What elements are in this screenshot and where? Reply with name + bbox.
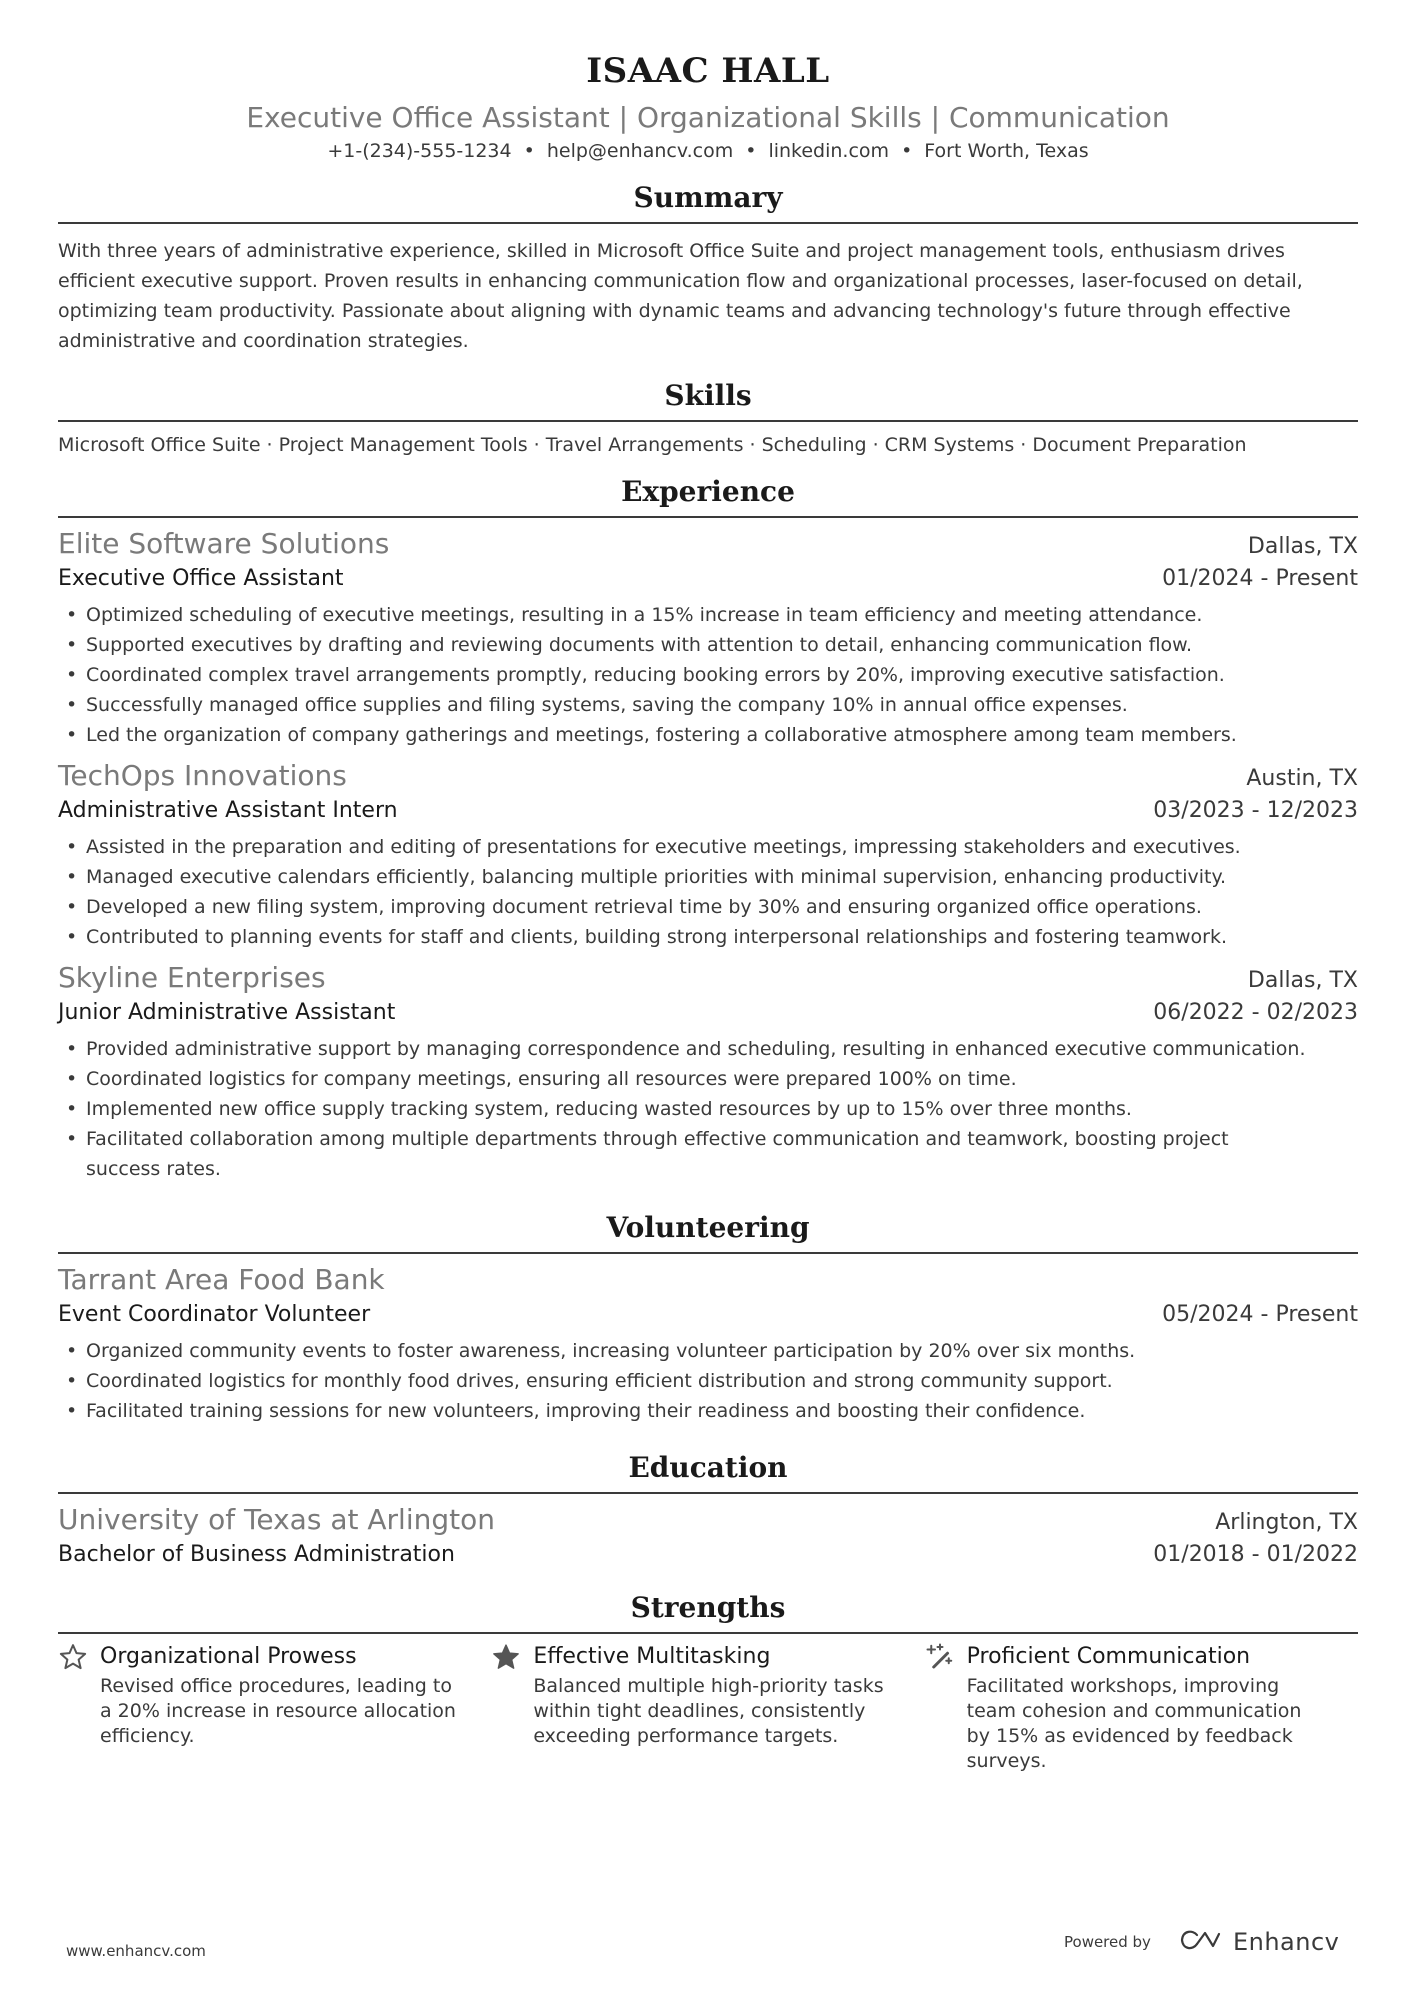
school-location: Arlington, TX [1215, 1510, 1358, 1535]
powered-by-label: Powered by [1064, 1933, 1151, 1951]
section-divider [58, 1632, 1358, 1634]
job-dates: 06/2022 - 02/2023 [1153, 1000, 1358, 1025]
strength-title: Organizational Prowess [100, 1644, 357, 1669]
summary-text: With three years of administrative experience, skilled in Microsoft Office Suite and project management tools, enthusiasm drives efficient executive support. Proven results in enhancing communication flow and organizational processes, laser-focused on detail, optimizing team productivity. Passionate about aligning with dynamic teams and advancing technology's future through effective administrative and coordination strategies. [58, 240, 1303, 352]
strength-item [58, 1640, 491, 1774]
experience-entry [58, 960, 1358, 1184]
volunteer-entry [58, 1262, 1358, 1426]
brand-name: Enhancv [1232, 1928, 1340, 1956]
section-title-strengths: Strengths [630, 1591, 786, 1624]
achievement-item: • Successfully managed office supplies and filing systems, saving the company 10% in annual office expenses. [86, 690, 1358, 720]
strength-item [925, 1640, 1358, 1774]
section-title-education: Education [628, 1451, 788, 1484]
candidate-headline: Executive Office Assistant | Organizational Skills | Communication [246, 101, 1170, 134]
summary-section [58, 180, 1358, 356]
job-location: Austin, TX [1246, 766, 1358, 791]
achievement-item: • Optimized scheduling of executive meetings, resulting in a 15% increase in team efficiency and meeting attendance. [86, 600, 1358, 630]
experience-entry [58, 526, 1358, 750]
resume-page [58, 50, 1358, 1774]
strength-item [491, 1640, 924, 1774]
skill-separator: · [266, 434, 273, 456]
job-title: Executive Office Assistant [58, 566, 344, 591]
experience-section [58, 474, 1358, 1184]
skill-item: CRM Systems [884, 434, 1015, 456]
skill-separator: · [1020, 434, 1027, 456]
achievement-list [58, 1034, 1358, 1184]
job-dates: 03/2023 - 12/2023 [1153, 798, 1358, 823]
achievement-item: • Led the organization of company gatherings and meetings, fostering a collaborative atmosphere among team members. [86, 720, 1358, 750]
achievement-item: • Managed executive calendars efficiently, balancing multiple priorities with minimal supervision, enhancing productivity. [86, 862, 1358, 892]
section-title-summary: Summary [633, 181, 783, 214]
skill-item: Project Management Tools [278, 434, 528, 456]
strengths-list [58, 1640, 1358, 1774]
achievement-item: • Organized community events to foster awareness, increasing volunteer participation by 20% over six months. [86, 1336, 1358, 1366]
section-divider [58, 516, 1358, 518]
separator-dot: • [745, 140, 757, 162]
achievement-list [58, 832, 1358, 952]
skill-item: Scheduling [761, 434, 867, 456]
section-title-volunteering: Volunteering [606, 1211, 810, 1244]
education-dates: 01/2018 - 01/2022 [1153, 1542, 1358, 1567]
job-location: Dallas, TX [1247, 968, 1358, 993]
strength-description: Balanced multiple high-priority tasks within tight deadlines, consistently exceeding performance targets. [533, 1675, 884, 1747]
footer-website[interactable]: www.enhancv.com [66, 1942, 206, 1960]
contact-line [58, 138, 1358, 164]
strength-title: Proficient Communication [966, 1644, 1251, 1669]
achievement-item: • Coordinated logistics for company meetings, ensuring all resources were prepared 100% on time. [86, 1064, 1358, 1094]
achievement-item: • Facilitated collaboration among multiple departments through effective communication and teamwork, boosting project success rates. [86, 1124, 1306, 1184]
separator-dot: • [901, 140, 913, 162]
skill-separator: · [749, 434, 756, 456]
section-divider [58, 222, 1358, 224]
skill-separator: · [872, 434, 879, 456]
organization-name: Tarrant Area Food Bank [58, 1263, 385, 1296]
education-entry [58, 1502, 1358, 1572]
contact-email[interactable]: help@enhancv.com [546, 140, 734, 162]
experience-entry [58, 758, 1358, 952]
job-title: Administrative Assistant Intern [58, 798, 398, 823]
magic-wand-icon [925, 1642, 955, 1672]
company-name: TechOps Innovations [58, 759, 347, 792]
job-title: Junior Administrative Assistant [58, 1000, 396, 1025]
company-name: Skyline Enterprises [58, 961, 326, 994]
strength-description: Facilitated workshops, improving team cohesion and communication by 15% as evidenced by feedback surveys. [966, 1675, 1302, 1772]
achievement-item: • Provided administrative support by managing correspondence and scheduling, resulting in enhanced executive communication. [86, 1034, 1358, 1064]
section-divider [58, 1492, 1358, 1494]
strength-title: Effective Multitasking [533, 1644, 771, 1669]
skill-separator: · [533, 434, 540, 456]
candidate-name: ISAAC HALL [586, 51, 830, 91]
achievement-item: • Assisted in the preparation and editing of presentations for executive meetings, impressing stakeholders and executives. [86, 832, 1358, 862]
achievement-item: • Coordinated logistics for monthly food drives, ensuring efficient distribution and strong community support. [86, 1366, 1358, 1396]
star-filled-icon [491, 1642, 521, 1672]
company-name: Elite Software Solutions [58, 527, 390, 560]
achievement-list [58, 1336, 1358, 1426]
achievement-item: • Implemented new office supply tracking system, reducing wasted resources by up to 15% over three months. [86, 1094, 1358, 1124]
achievement-item: • Contributed to planning events for staff and clients, building strong interpersonal relationships and fostering teamwork. [86, 922, 1358, 952]
school-name: University of Texas at Arlington [58, 1503, 495, 1536]
section-title-experience: Experience [621, 475, 795, 508]
achievement-item: • Supported executives by drafting and reviewing documents with attention to detail, enhancing communication flow. [86, 630, 1358, 660]
skill-item: Microsoft Office Suite [58, 434, 261, 456]
separator-dot: • [523, 140, 535, 162]
achievement-item: • Facilitated training sessions for new volunteers, improving their readiness and boosting their confidence. [86, 1396, 1358, 1426]
contact-location: Fort Worth, Texas [924, 140, 1089, 162]
job-location: Dallas, TX [1247, 534, 1358, 559]
strength-description: Revised office procedures, leading to a 20% increase in resource allocation efficiency. [100, 1675, 456, 1747]
contact-phone: +1-(234)-555-1234 [327, 140, 512, 162]
enhancv-logo-icon [1177, 1928, 1223, 1956]
section-divider [58, 420, 1358, 422]
strengths-section [58, 1590, 1358, 1774]
degree-name: Bachelor of Business Administration [58, 1542, 455, 1567]
achievement-list [58, 600, 1358, 750]
skill-item: Document Preparation [1032, 434, 1247, 456]
volunteering-section [58, 1210, 1358, 1426]
footer-branding [1064, 1928, 1339, 1956]
section-title-skills: Skills [664, 379, 752, 412]
star-outline-icon [58, 1642, 88, 1672]
skills-section [58, 378, 1358, 460]
skill-item: Travel Arrangements [545, 434, 744, 456]
education-section [58, 1450, 1358, 1572]
job-dates: 01/2024 - Present [1162, 566, 1358, 591]
achievement-item: • Coordinated complex travel arrangements promptly, reducing booking errors by 20%, improving executive satisfaction. [86, 660, 1358, 690]
section-divider [58, 1252, 1358, 1254]
skills-list [58, 430, 1358, 460]
volunteer-role: Event Coordinator Volunteer [58, 1302, 371, 1327]
contact-linkedin[interactable]: linkedin.com [768, 140, 890, 162]
achievement-item: • Developed a new filing system, improving document retrieval time by 30% and ensuring organized office operations. [86, 892, 1358, 922]
volunteer-dates: 05/2024 - Present [1162, 1302, 1358, 1327]
